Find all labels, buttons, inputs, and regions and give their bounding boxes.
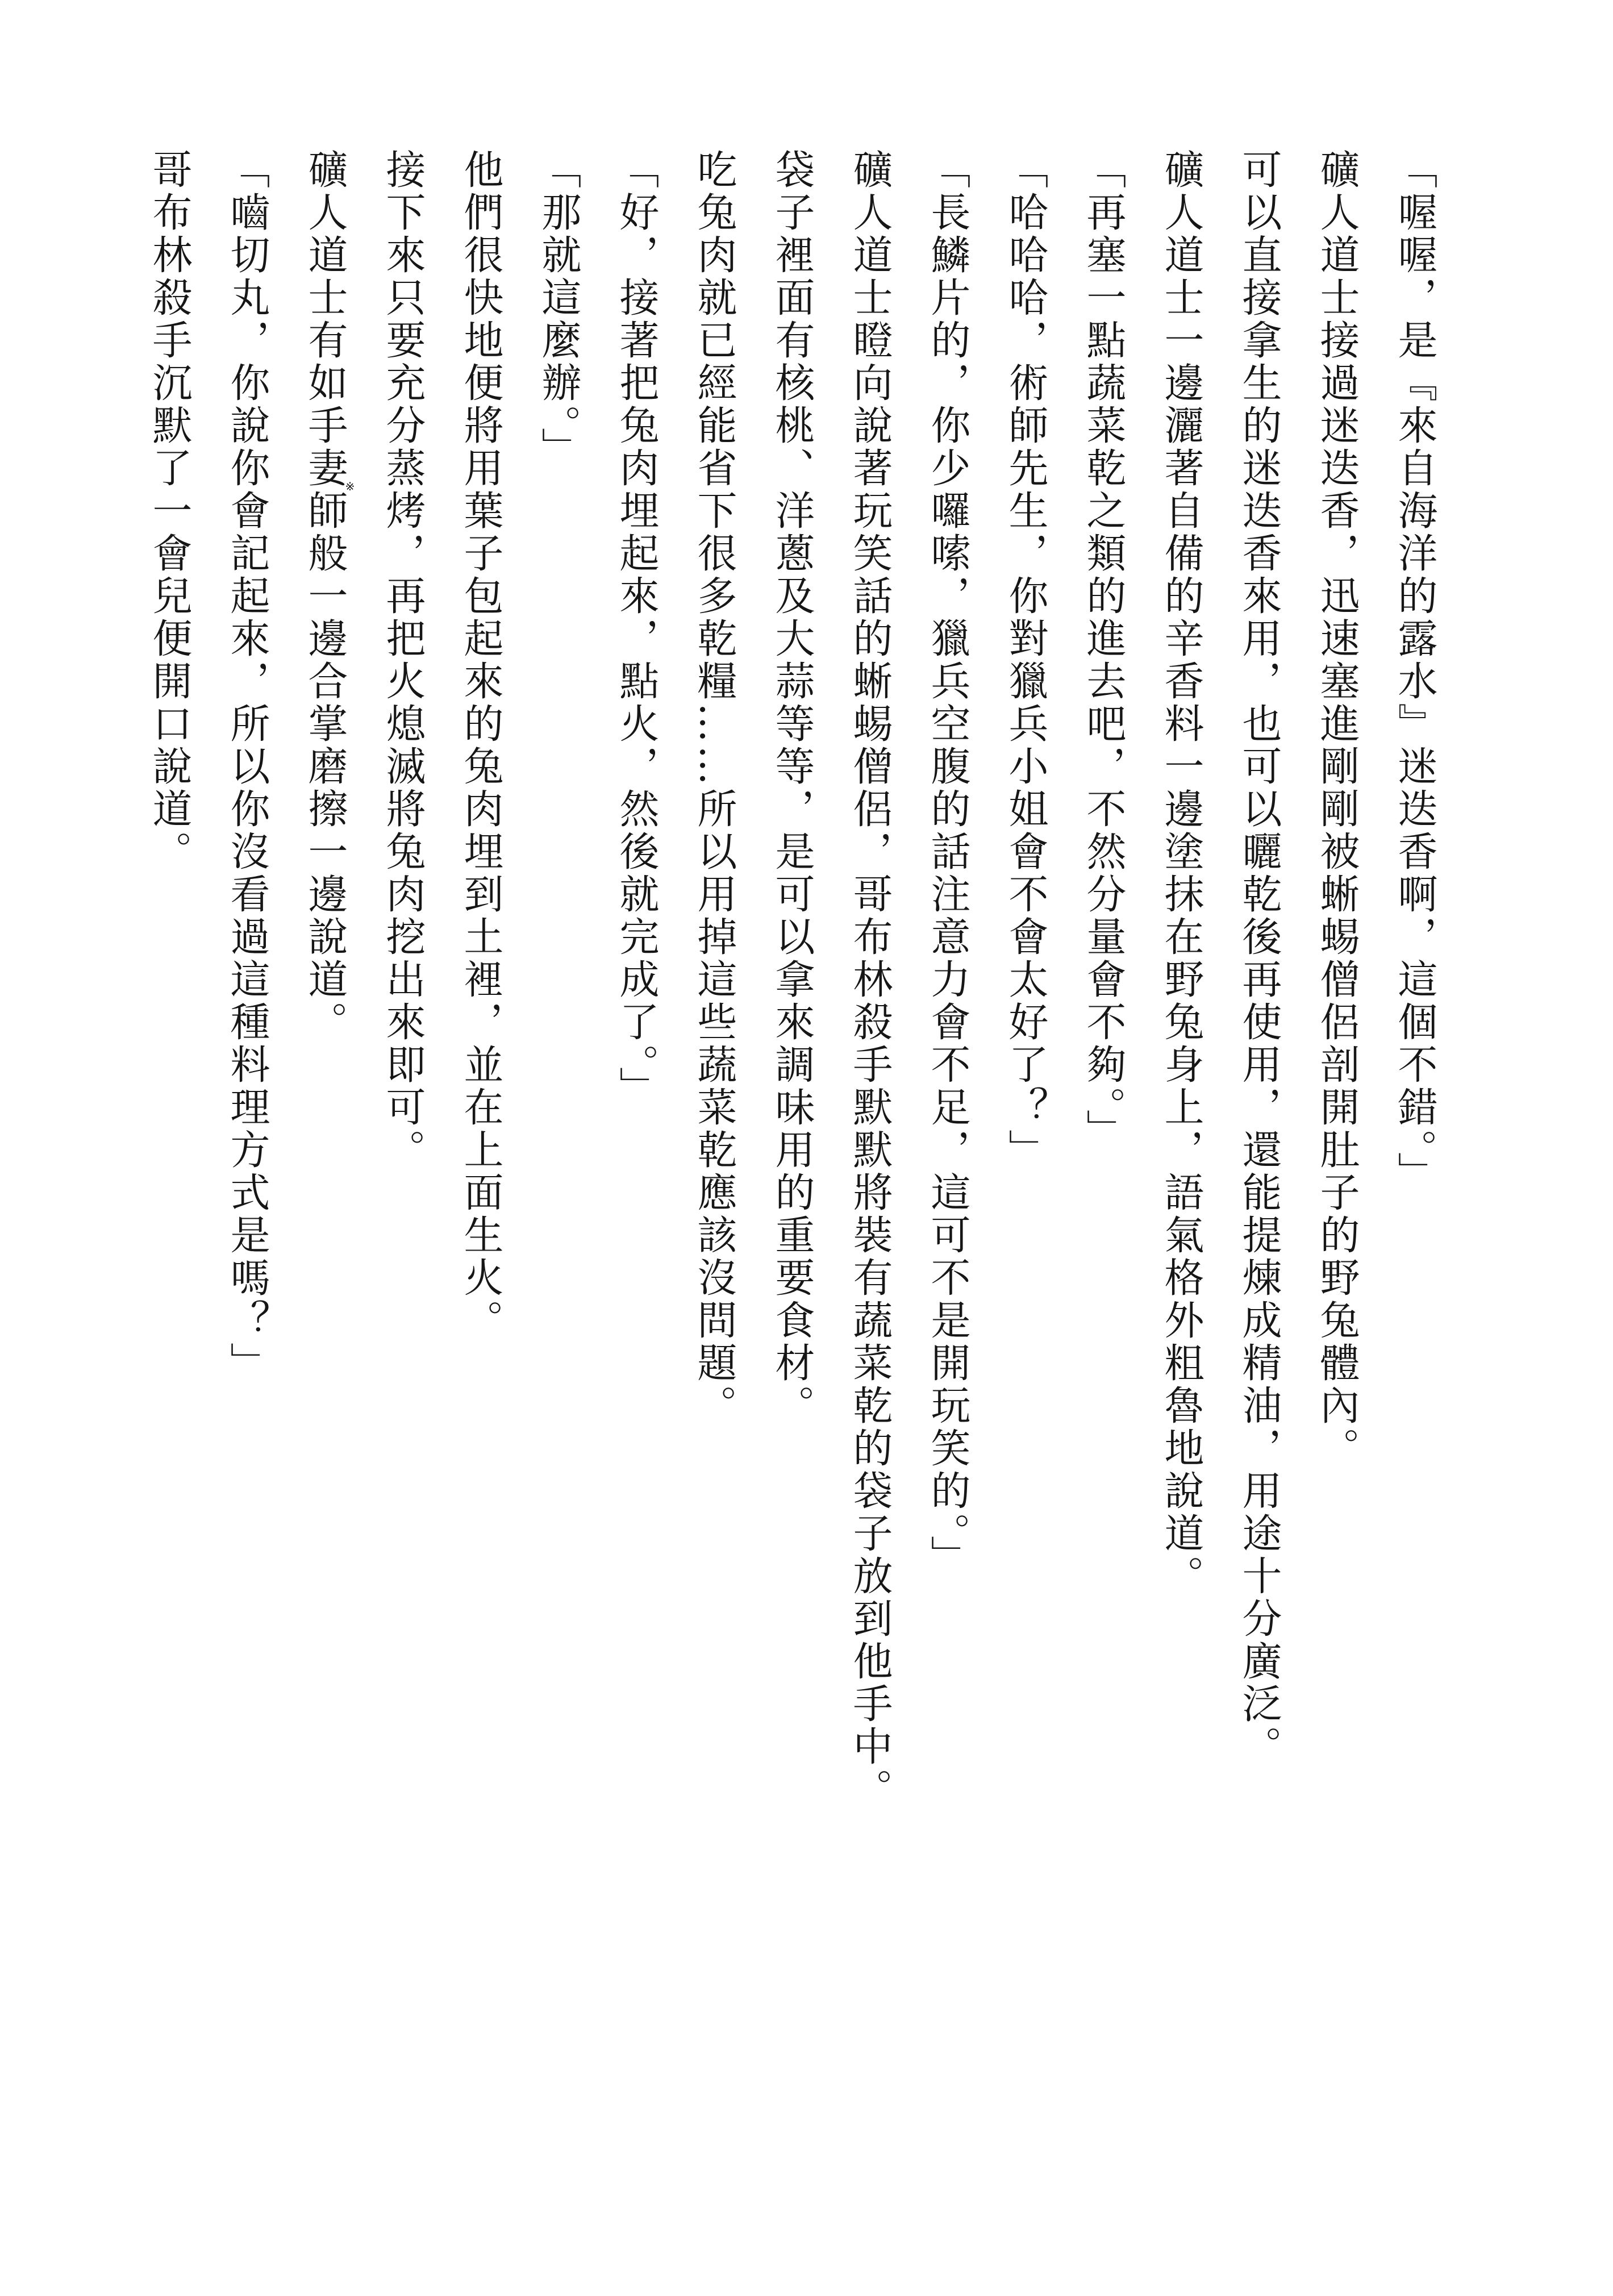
text-line: 「再塞一點蔬菜乾之類的進去吧，不然分量會不夠。」 (1080, 149, 1127, 1152)
text-line: 「長鱗片的，你少囉嗦，獵兵空腹的話注意力會不足，這可不是開玩笑的。」 (924, 149, 971, 1578)
text-line: 哥布林殺手沉默了一會兒便開口說道。 (146, 149, 193, 873)
text-line: 他們很快地便將用葉子包起來的兔肉埋到土裡，並在上面生火。 (457, 149, 504, 1342)
text-line: 「那就這麼辦。」 (535, 149, 582, 470)
text-line-with-note: 礦人道士有如手妻※師般一邊合掌磨擦一邊說道。 (302, 149, 357, 1044)
text-segment: 師般一邊合掌磨擦一邊說道。 (302, 490, 348, 1044)
text-line: 「嚙切丸，你說你會記起來，所以你沒看過這種料理方式是嗎？」 (224, 149, 270, 1385)
text-line: 礦人道士接過迷迭香，迅速塞進剛剛被蜥蜴僧侶剖開肚子的野兔體內。 (1314, 149, 1360, 1470)
text-line: 吃兔肉就已經能省下很多乾糧……所以用掉這些蔬菜乾應該沒問題。 (691, 149, 737, 1427)
text-line: 「哈哈哈，術師先生，你對獵兵小姐會不會太好了？」 (1002, 149, 1049, 1172)
text-line: 「好，接著把兔肉埋起來，點火，然後就完成了。」 (613, 149, 660, 1109)
text-line: 礦人道士一邊灑著自備的辛香料一邊塗抹在野兔身上，語氣格外粗魯地說道。 (1158, 149, 1204, 1598)
text-segment: 礦人道士有如手妻 (302, 149, 348, 490)
text-line: 「喔喔，是『來自海洋的露水』迷迭香啊，這個不錯。」 (1391, 149, 1438, 1194)
text-line: 接下來只要充分蒸烤，再把火熄滅將兔肉挖出來即可。 (380, 149, 426, 1172)
vertical-text-body (130, 149, 1453, 2081)
text-line: 礦人道士瞪向說著玩笑話的蜥蜴僧侶，哥布林殺手默默將裝有蔬菜乾的袋子放到他手中。 (847, 149, 893, 1811)
text-line: 可以直接拿生的迷迭香來用，也可以曬乾後再使用，還能提煉成精油，用途十分廣泛。 (1236, 149, 1282, 1768)
text-line: 袋子裡面有核桃、洋蔥及大蒜等等，是可以拿來調味用的重要食材。 (769, 149, 815, 1427)
